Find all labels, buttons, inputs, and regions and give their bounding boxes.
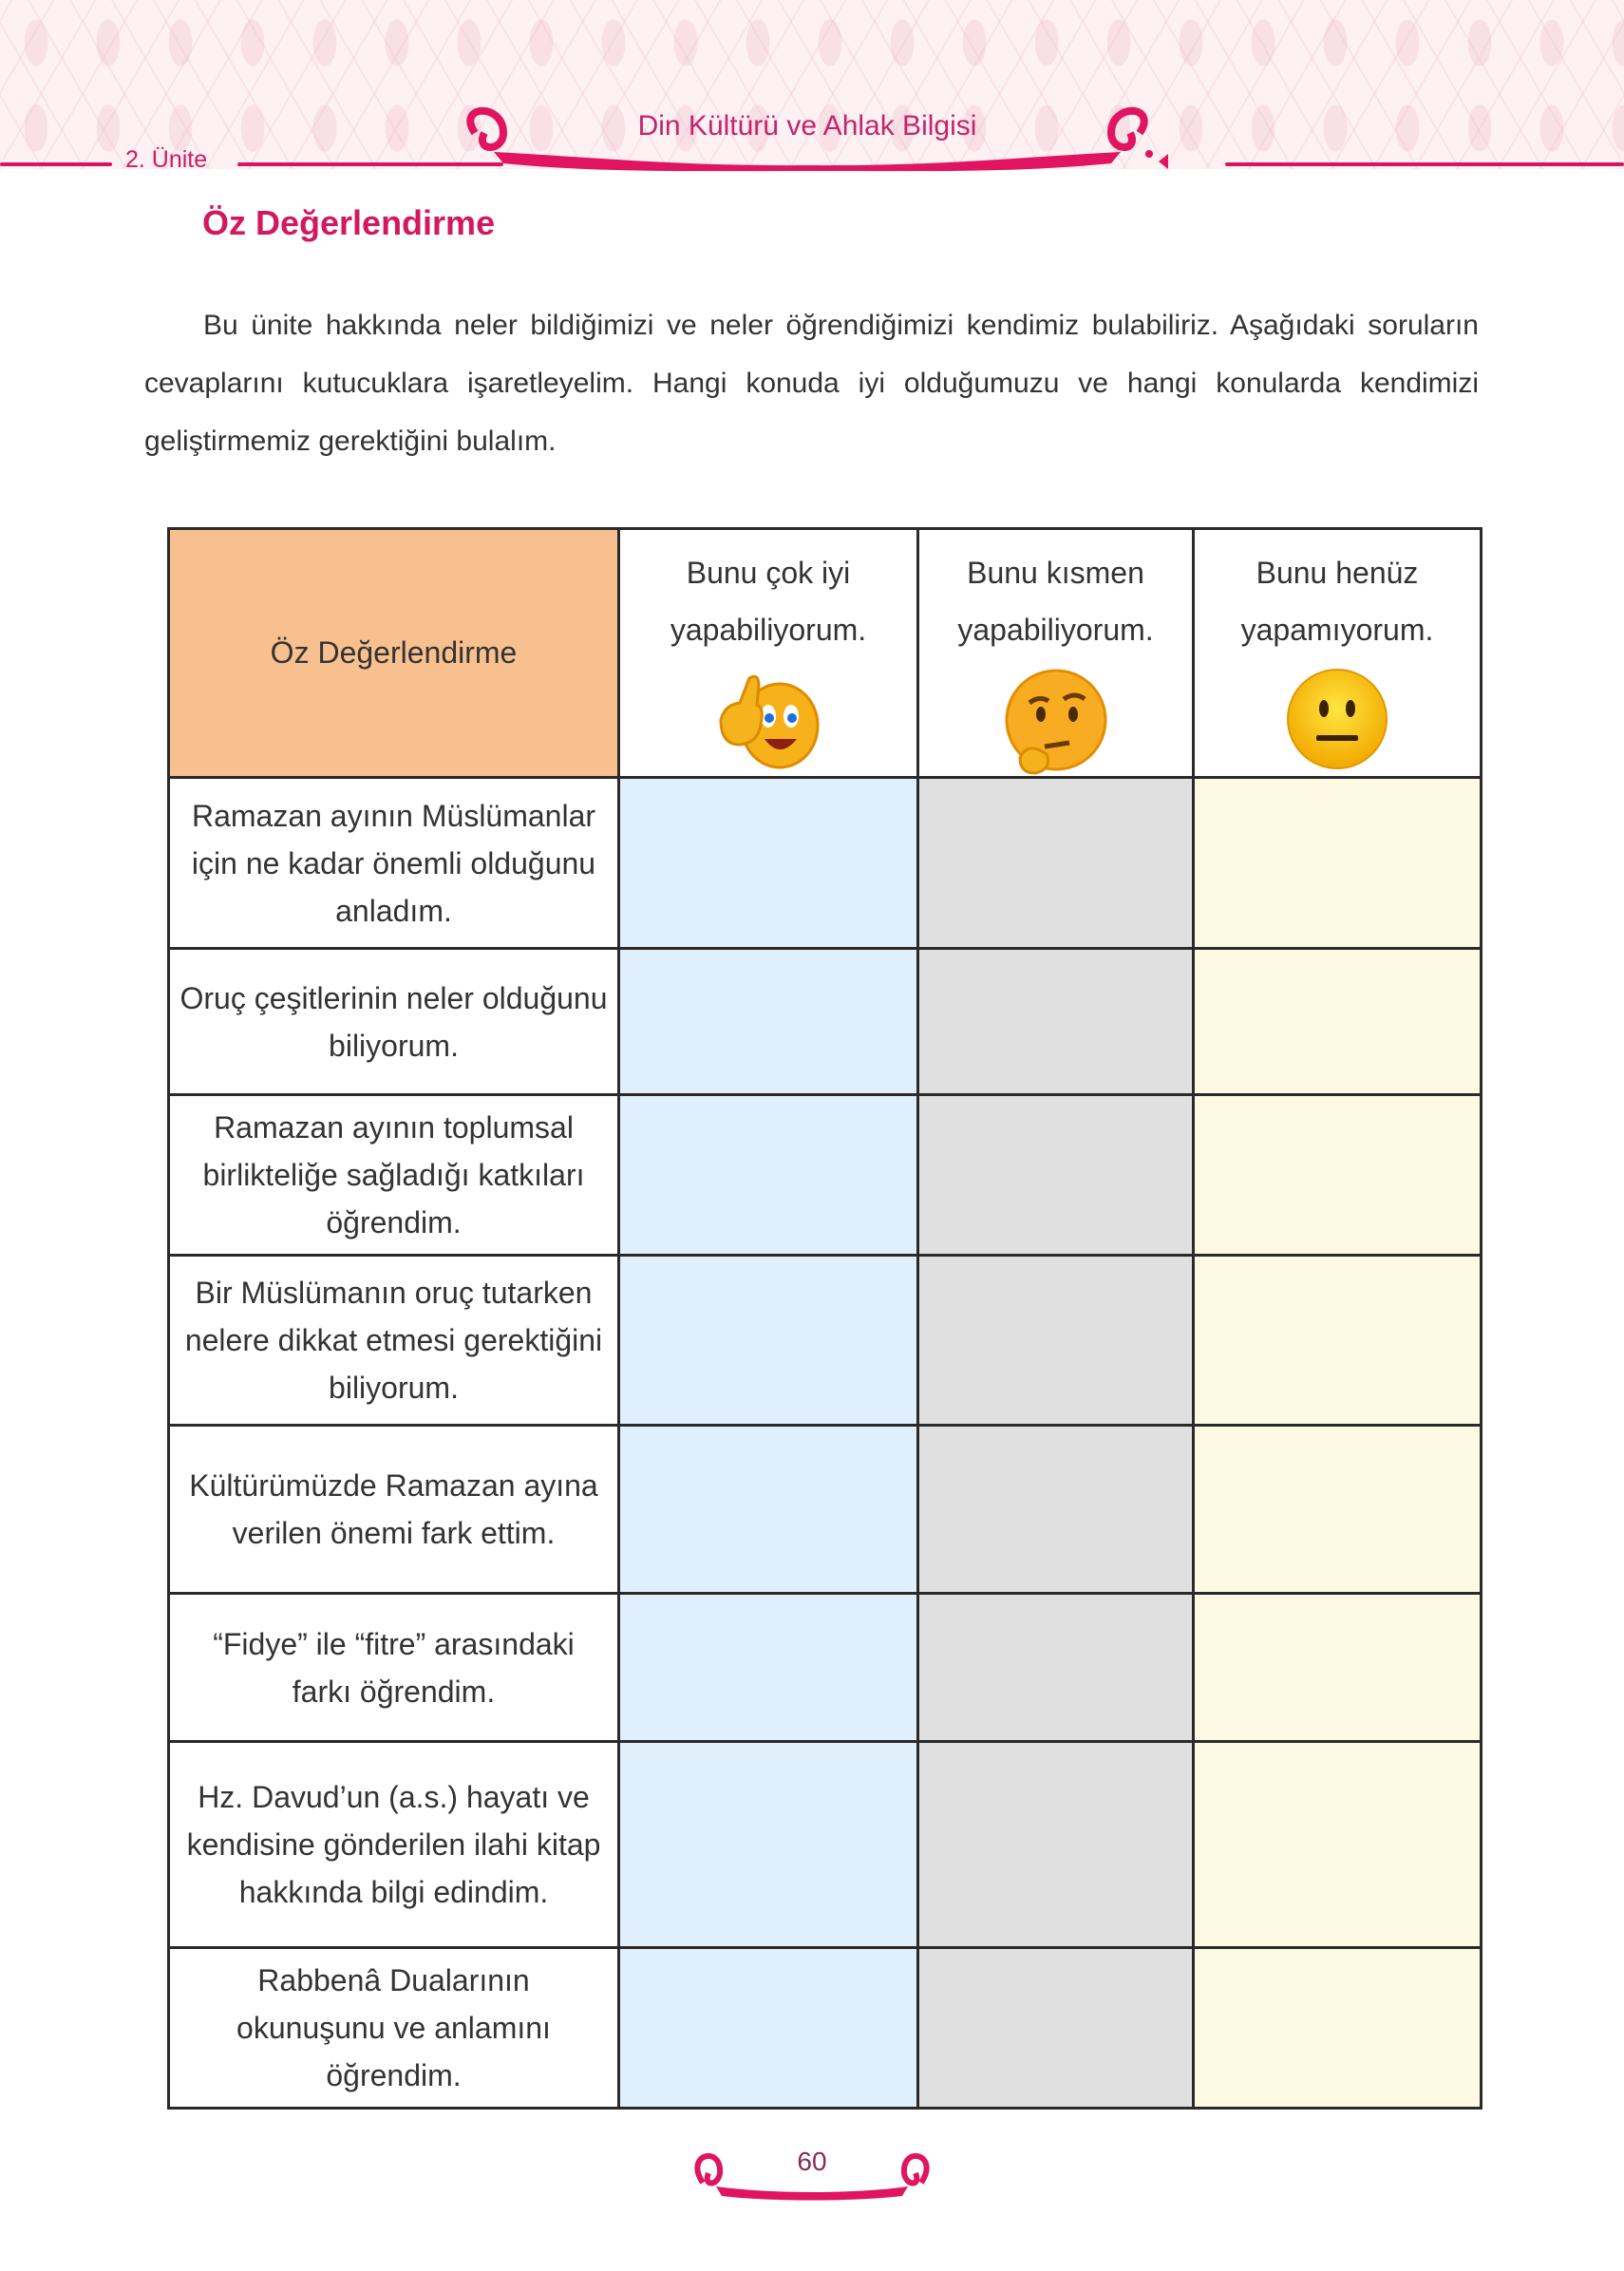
checkbox-partially[interactable]	[918, 949, 1194, 1095]
neutral-face-icon	[1282, 667, 1392, 771]
header-rule-right	[1225, 162, 1624, 166]
checkbox-partially[interactable]	[918, 1594, 1194, 1742]
checkbox-not-yet[interactable]	[1194, 1095, 1482, 1256]
column-header-line2: yapabiliyorum.	[957, 613, 1154, 647]
checkbox-not-yet[interactable]	[1194, 1948, 1482, 2109]
checkbox-not-yet[interactable]	[1194, 1594, 1482, 1742]
statement-cell: Rabbenâ Dualarının okunuşunu ve anlamını öğrendim.	[169, 1948, 619, 2109]
checkbox-not-yet[interactable]	[1194, 778, 1482, 949]
table-header-row	[169, 529, 1482, 778]
statement-cell: Oruç çeşitlerinin neler olduğunu biliyorum.	[169, 949, 619, 1095]
intro-text: Bu ünite hakkında neler bildiğimizi ve neler öğrendiğimizi kendimiz bulabiliriz. Aşağıdaki soruların cevaplarını kutucuklara işaretleyelim. Hangi konuda iyi olduğumuzu ve hangi konularda kendimizi geliştirmemiz gerektiğini bulalım.	[144, 310, 1479, 457]
checkbox-partially[interactable]	[918, 1742, 1194, 1948]
checkbox-very-well[interactable]	[619, 1948, 918, 2109]
thumbs-up-smiley-icon	[711, 667, 825, 771]
corner-header: Öz Değerlendirme	[169, 529, 619, 778]
checkbox-not-yet[interactable]	[1194, 1742, 1482, 1948]
statement-cell: Kültürümüzde Ramazan ayına verilen önemi fark ettim.	[169, 1426, 619, 1594]
checkbox-partially[interactable]	[918, 1426, 1194, 1594]
statement-cell: Ramazan ayının Müslümanlar için ne kadar önemli olduğunu anladım.	[169, 778, 619, 949]
intro-paragraph	[144, 296, 1479, 470]
column-header-very-well	[619, 529, 918, 778]
page-footer	[684, 2145, 940, 2202]
checkbox-partially[interactable]	[918, 1256, 1194, 1426]
statement-cell: Ramazan ayının toplumsal birlikteliğe sağladığı katkıları öğrendim.	[169, 1095, 619, 1256]
column-header-line2: yapabiliyorum.	[670, 613, 867, 647]
checkbox-not-yet[interactable]	[1194, 1256, 1482, 1426]
column-header-line1: Bunu henüz	[1256, 556, 1419, 590]
column-header-partially	[918, 529, 1194, 778]
title-banner	[446, 104, 1168, 175]
statement-cell: “Fidye” ile “fitre” arasındaki farkı öğrendim.	[169, 1594, 619, 1742]
table-row	[169, 949, 1482, 1095]
statement-cell: Bir Müslümanın oruç tutarken nelere dikkat etmesi gerektiğini biliyorum.	[169, 1256, 619, 1426]
checkbox-very-well[interactable]	[619, 1742, 918, 1948]
checkbox-very-well[interactable]	[619, 1095, 918, 1256]
table-row	[169, 1426, 1482, 1594]
unit-label: 2. Ünite	[125, 146, 208, 173]
self-assessment-table	[167, 527, 1482, 2110]
checkbox-very-well[interactable]	[619, 1256, 918, 1426]
header-rule-left	[0, 162, 112, 166]
table-row	[169, 1948, 1482, 2109]
checkbox-partially[interactable]	[918, 778, 1194, 949]
checkbox-partially[interactable]	[918, 1948, 1194, 2109]
thinking-face-icon	[999, 667, 1113, 776]
column-header-line1: Bunu çok iyi	[686, 556, 851, 590]
table-row	[169, 1095, 1482, 1256]
table-row	[169, 778, 1482, 949]
table-row	[169, 1742, 1482, 1948]
section-title: Öz Değerlendirme	[202, 203, 496, 242]
checkbox-very-well[interactable]	[619, 1426, 918, 1594]
statement-cell: Hz. Davud’un (a.s.) hayatı ve kendisine gönderilen ilahi kitap hakkında bilgi edindim.	[169, 1742, 619, 1948]
page-number: 60	[797, 2147, 827, 2176]
checkbox-not-yet[interactable]	[1194, 949, 1482, 1095]
column-header-not-yet	[1194, 529, 1482, 778]
column-header-line1: Bunu kısmen	[967, 556, 1144, 590]
checkbox-not-yet[interactable]	[1194, 1426, 1482, 1594]
checkbox-very-well[interactable]	[619, 778, 918, 949]
checkbox-very-well[interactable]	[619, 1594, 918, 1742]
table-row	[169, 1256, 1482, 1426]
checkbox-partially[interactable]	[918, 1095, 1194, 1256]
table-row	[169, 1594, 1482, 1742]
column-header-line2: yapamıyorum.	[1240, 613, 1434, 647]
book-title: Din Kültürü ve Ahlak Bilgisi	[637, 110, 977, 142]
checkbox-very-well[interactable]	[619, 949, 918, 1095]
